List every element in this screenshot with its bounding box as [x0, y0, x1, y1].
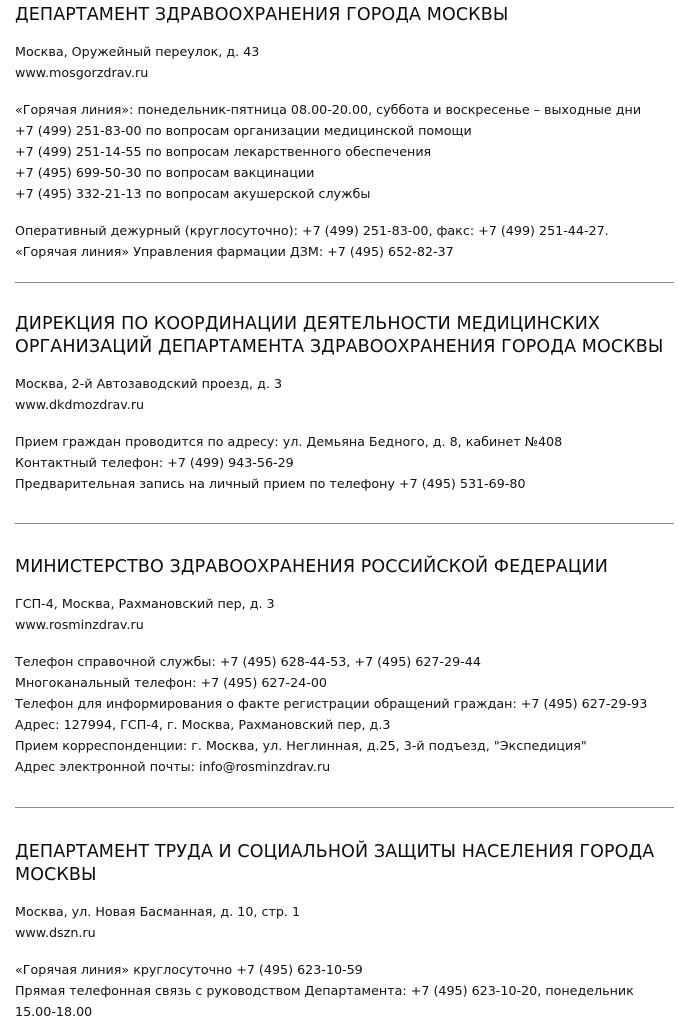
section-ministry-of-health — [15, 556, 670, 777]
address-text: Москва, ул. Новая Басманная, д. 10, стр. 1 — [15, 904, 301, 919]
email-line: Адрес электронной почты: info@rosminzdrav.ru — [15, 759, 331, 774]
website-link[interactable]: www.dszn.ru — [15, 925, 96, 940]
phone-line: +7 (499) 251-83-00 по вопросам организации медицинской помощи — [15, 123, 472, 138]
section-moscow-health-department — [15, 4, 670, 262]
address-text: Москва, Оружейный переулок, д. 43 — [15, 44, 260, 59]
phone-line: +7 (499) 251-14-55 по вопросам лекарственного обеспечения — [15, 144, 432, 159]
info-line: Телефон для информирования о факте регистрации обращений граждан: +7 (495) 627-29-93 — [15, 696, 648, 711]
info-line: Адрес: 127994, ГСП-4, г. Москва, Рахмановский пер, д.3 — [15, 717, 391, 732]
phone-line: +7 (495) 699-50-30 по вопросам вакцинации — [15, 165, 315, 180]
section-title-line: ДИРЕКЦИЯ ПО КООРДИНАЦИИ ДЕЯТЕЛЬНОСТИ МЕДИЦИНСКИХ — [15, 314, 601, 334]
info-line: Прием корреспонденции: г. Москва, ул. Неглинная, д.25, 3-й подъезд, "Экспедиция" — [15, 738, 587, 753]
contact-phone-text: Контактный телефон: +7 (499) 943-56-29 — [15, 455, 294, 470]
direct-line-text: Прямая телефонная связь с руководством Департамента: +7 (495) 623-10-20, понедельник — [15, 983, 634, 998]
address-text: ГСП-4, Москва, Рахмановский пер, д. 3 — [15, 596, 275, 611]
section-title — [15, 313, 670, 359]
section-labor-social-department — [15, 841, 670, 1022]
section-title-line: ДЕПАРТАМЕНТ ТРУДА И СОЦИАЛЬНОЙ ЗАЩИТЫ НАСЕЛЕНИЯ ГОРОДА — [15, 842, 655, 862]
section-coordination-directorate — [15, 313, 670, 494]
info-line: Многоканальный телефон: +7 (495) 627-24-00 — [15, 675, 327, 690]
reception-text: Прием граждан проводится по адресу: ул. Демьяна Бедного, д. 8, кабинет №408 — [15, 434, 563, 449]
hotline-hours-text: «Горячая линия»: понедельник-пятница 08.00-20.00, суббота и воскресенье – выходные дни — [15, 102, 642, 117]
appointment-text: Предварительная запись на личный прием по телефону +7 (495) 531-69-80 — [15, 476, 526, 491]
info-line: Телефон справочной службы: +7 (495) 628-44-53, +7 (495) 627-29-44 — [15, 654, 481, 669]
hotline-text: «Горячая линия» круглосуточно +7 (495) 623-10-59 — [15, 962, 363, 977]
direct-line-hours-text: 15.00-18.00 — [15, 1004, 93, 1019]
phone-line: +7 (495) 332-21-13 по вопросам акушерской службы — [15, 186, 371, 201]
website-link[interactable]: www.mosgorzdrav.ru — [15, 65, 149, 80]
website-link[interactable]: www.rosminzdrav.ru — [15, 617, 144, 632]
section-title-line: ОРГАНИЗАЦИЙ ДЕПАРТАМЕНТА ЗДРАВООХРАНЕНИЯ ГОРОДА МОСКВЫ — [15, 337, 664, 357]
pharmacy-hotline-text: «Горячая линия» Управления фармации ДЗМ: +7 (495) 652-82-37 — [15, 244, 454, 259]
duty-officer-text: Оперативный дежурный (круглосуточно): +7 (499) 251-83-00, факс: +7 (499) 251-44-27. — [15, 223, 609, 238]
section-title-line: МОСКВЫ — [15, 865, 97, 885]
address-text: Москва, 2-й Автозаводский проезд, д. 3 — [15, 376, 283, 391]
section-divider — [15, 282, 674, 283]
section-divider — [15, 523, 674, 524]
section-title: МИНИСТЕРСТВО ЗДРАВООХРАНЕНИЯ РОССИЙСКОЙ ФЕДЕРАЦИИ — [15, 557, 608, 577]
section-divider — [15, 807, 674, 808]
section-title: ДЕПАРТАМЕНТ ЗДРАВООХРАНЕНИЯ ГОРОДА МОСКВЫ — [15, 5, 509, 25]
website-link[interactable]: www.dkdmozdrav.ru — [15, 397, 145, 412]
section-title — [15, 841, 670, 887]
